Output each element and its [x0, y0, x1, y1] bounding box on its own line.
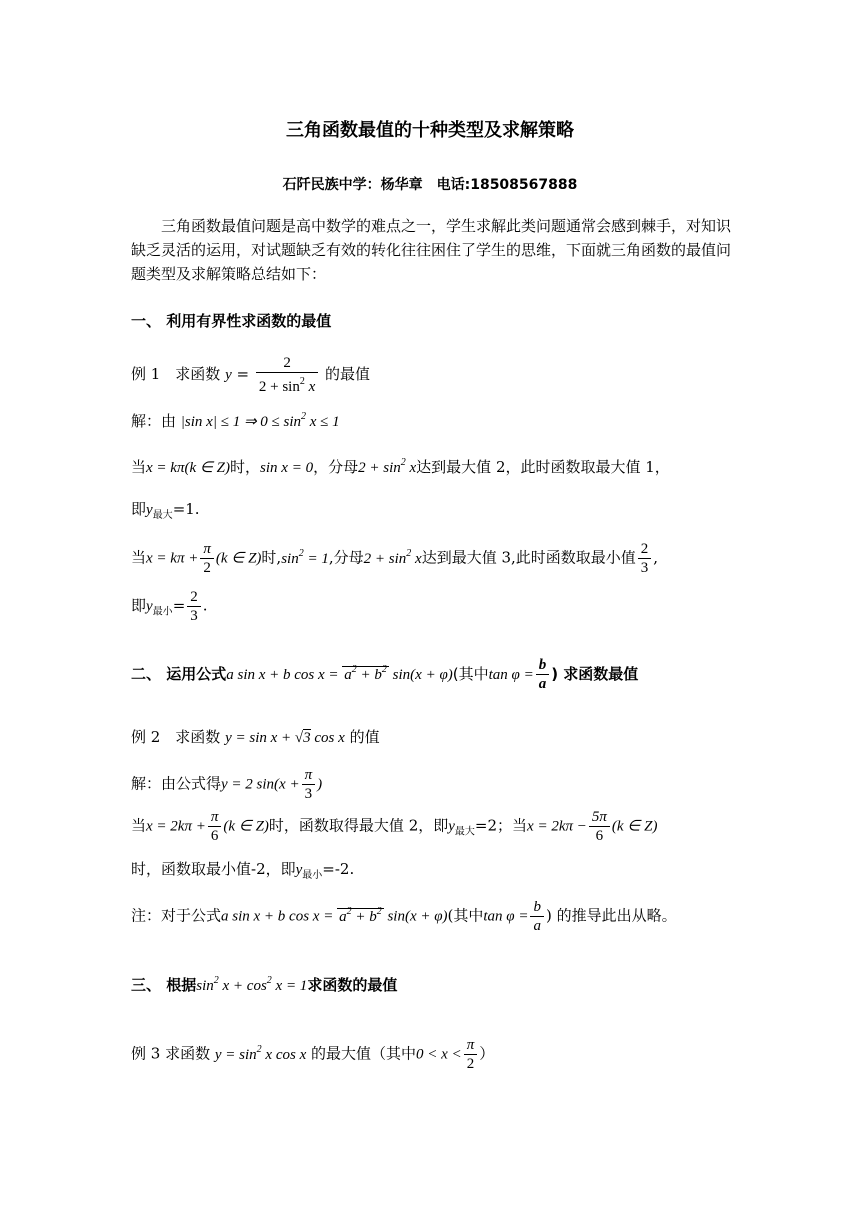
formula: x = 2kπ + [146, 818, 206, 835]
text: 的最大值（其中 [311, 1044, 417, 1063]
fraction: $\frac{2}{2 + \sin^2 x}$ [256, 354, 318, 396]
fraction: $\frac{2}{3}$ [187, 588, 201, 625]
solution-2: 解：由公式得y = 2 sin(x + $\frac{\pi}{3}$ ) [131, 767, 323, 802]
solution-label: 解：由公式得 [131, 774, 222, 793]
text: 时, [261, 548, 282, 567]
fraction: $\frac{b}{a}$ [536, 656, 550, 693]
formula: (k ∈ Z) [215, 550, 262, 567]
example-3 [131, 1036, 494, 1073]
fraction: $\frac{b}{a}$ [530, 898, 544, 935]
subscript: 最小 [152, 606, 173, 618]
example-3-label: 例 3 求函数 [131, 1044, 211, 1063]
text: 当 [131, 816, 147, 835]
text: ) 的推导此出从略。 [545, 906, 677, 925]
text: ,分母 [328, 548, 364, 567]
text: 当 [131, 548, 147, 567]
case-1-line [131, 456, 670, 477]
text: 达到最大值 2，此时函数取最大值 1， [416, 458, 670, 476]
text: = [172, 596, 186, 615]
subscript: 最大 [454, 826, 475, 838]
case-1-result: 即$y_{最大}=1$. [131, 500, 200, 521]
heading-text: 求函数的最值 [307, 976, 398, 994]
formula: x = kπ(k ∈ Z) [146, 460, 231, 476]
subscript: 最小 [302, 870, 323, 881]
formula: y = sin x + √3 cos x [225, 730, 345, 746]
formula: 0 < x < [416, 1046, 462, 1063]
note-line: 注：对于公式a sin x + b $\cos x = a^2 + b^2$ sin(x + φ)(其中tan φ = $\frac{b}{a}$ ) 的推导此出从略。 [131, 899, 677, 934]
fraction: $\frac{\pi}{6}$ [208, 808, 222, 845]
case-2-line: 当x = kπ + $\frac{\pi}{2}$ (k ∈ Z)时$,\sin^2 = 1$,分母$2 + \sin^2 x$达到最大值 3,此时函数取最小值 $\frac{2}{3}$ , [131, 541, 659, 576]
text: (其中 [447, 906, 484, 925]
section-1-heading: 一、 利用有界性求函数的最值 [131, 312, 332, 330]
heading-text: (其中 [452, 665, 489, 683]
fraction: $\frac{\pi}{2}$ [464, 1036, 478, 1073]
formula: $2 + \sin^2 x$ [358, 457, 417, 476]
formula: $\sin^2 = 1$ [281, 547, 329, 567]
example-1: 例 1 求函数 y = $\frac{2}{2 + \sin^2 x}$ 的最值 [131, 355, 371, 395]
fraction: $\frac{2}{3}$ [638, 540, 652, 577]
section-3-heading [131, 974, 397, 995]
text: =-2. [322, 860, 355, 878]
heading-text: ) 求函数最值 [551, 665, 639, 683]
solution-label: 解：由 [131, 412, 177, 430]
formula: y [225, 367, 232, 383]
fraction: $\frac{5\pi}{6}$ [589, 808, 610, 845]
text: ，分母 [313, 458, 359, 476]
intro-paragraph: 三角函数最值问题是高中数学的难点之一，学生求解此类问题通常会感到棘手，对知识缺乏灵活的运用，对试题缺乏有效的转化往往困住了学生的思维，下面就三角函数的最值问题类型及求解策略总结如下： [131, 217, 732, 283]
heading-text: 二、 运用公式 [131, 665, 227, 683]
fraction: $\frac{\pi}{3}$ [302, 766, 316, 803]
example-2 [131, 726, 380, 747]
formula: $2 + \sin^2 x$ [363, 547, 422, 567]
case-2-result: 即$y_{最小}=$ $\frac{2}{3}$ . [131, 589, 208, 624]
fraction: $\frac{\pi}{2}$ [200, 540, 214, 577]
example-1-tail: 的最值 [325, 365, 371, 383]
formula: (k ∈ Z) [223, 818, 269, 835]
text: 即 [131, 500, 147, 518]
formula: y = 2 sin(x + [221, 776, 300, 793]
formula: x = 2kπ − [527, 818, 587, 835]
text: =2；当 [474, 816, 528, 835]
text: 注：对于公式 [131, 906, 222, 925]
formula: a sin x + b $\cos x = a^2 + b^2$ sin(x + φ) [221, 905, 448, 925]
formula: sin x = 0 [260, 460, 314, 476]
section-2-heading: 二、 运用公式a sin x + b $\cos x = a^2 + b^2$ sin(x + φ)(其中tan φ = $\frac{b}{a}$ ) 求函数最值 [131, 657, 639, 692]
text: 时，函数取最小值-2，即 [131, 860, 296, 878]
formula: |sin x| ≤ 1 ⇒ $0 \le \sin^2 x \le 1$ [180, 411, 340, 430]
text: 时，函数取得最大值 2，即 [268, 816, 449, 835]
text: 时， [230, 458, 261, 476]
formula: $y = \sin^2 x$ cos x [214, 1043, 307, 1063]
heading-text: 三、 根据 [131, 976, 197, 994]
document-title: 三角函数最值的十种类型及求解策略 [286, 120, 574, 141]
text: 即 [131, 596, 147, 615]
subscript: 最大 [152, 510, 173, 521]
case-2a-line: 当x = 2kπ + $\frac{\pi}{6}$ (k ∈ Z)时，函数取得最大值 2，即$y_{最大}=2$；当x = 2kπ − $\frac{5\pi}{6}$ (k ∈ Z) [131, 809, 658, 844]
text: 的值 [349, 728, 380, 746]
text: 当 [131, 458, 147, 476]
formula: a sin x + b $\cos x = a^2 + b^2$ sin(x + φ) [226, 664, 453, 683]
author-line: 石阡民族中学：杨华章 电话:18508567888 [282, 177, 578, 193]
solution-1 [131, 410, 340, 431]
text: =1. [172, 500, 200, 518]
example-1-label: 例 1 求函数 [131, 365, 221, 383]
formula: x = kπ + [146, 550, 199, 567]
formula: $\sin^2 x + \cos^2 x = 1$ [196, 975, 308, 994]
case-2b-line: 时，函数取最小值-2，即$y_{最小}=-2$. [131, 860, 355, 881]
text: ） [479, 1044, 495, 1063]
example-2-label: 例 2 求函数 [131, 728, 221, 746]
formula: (k ∈ Z) [611, 818, 658, 835]
text: 达到最大值 3,此时函数取最小值 [421, 548, 636, 567]
